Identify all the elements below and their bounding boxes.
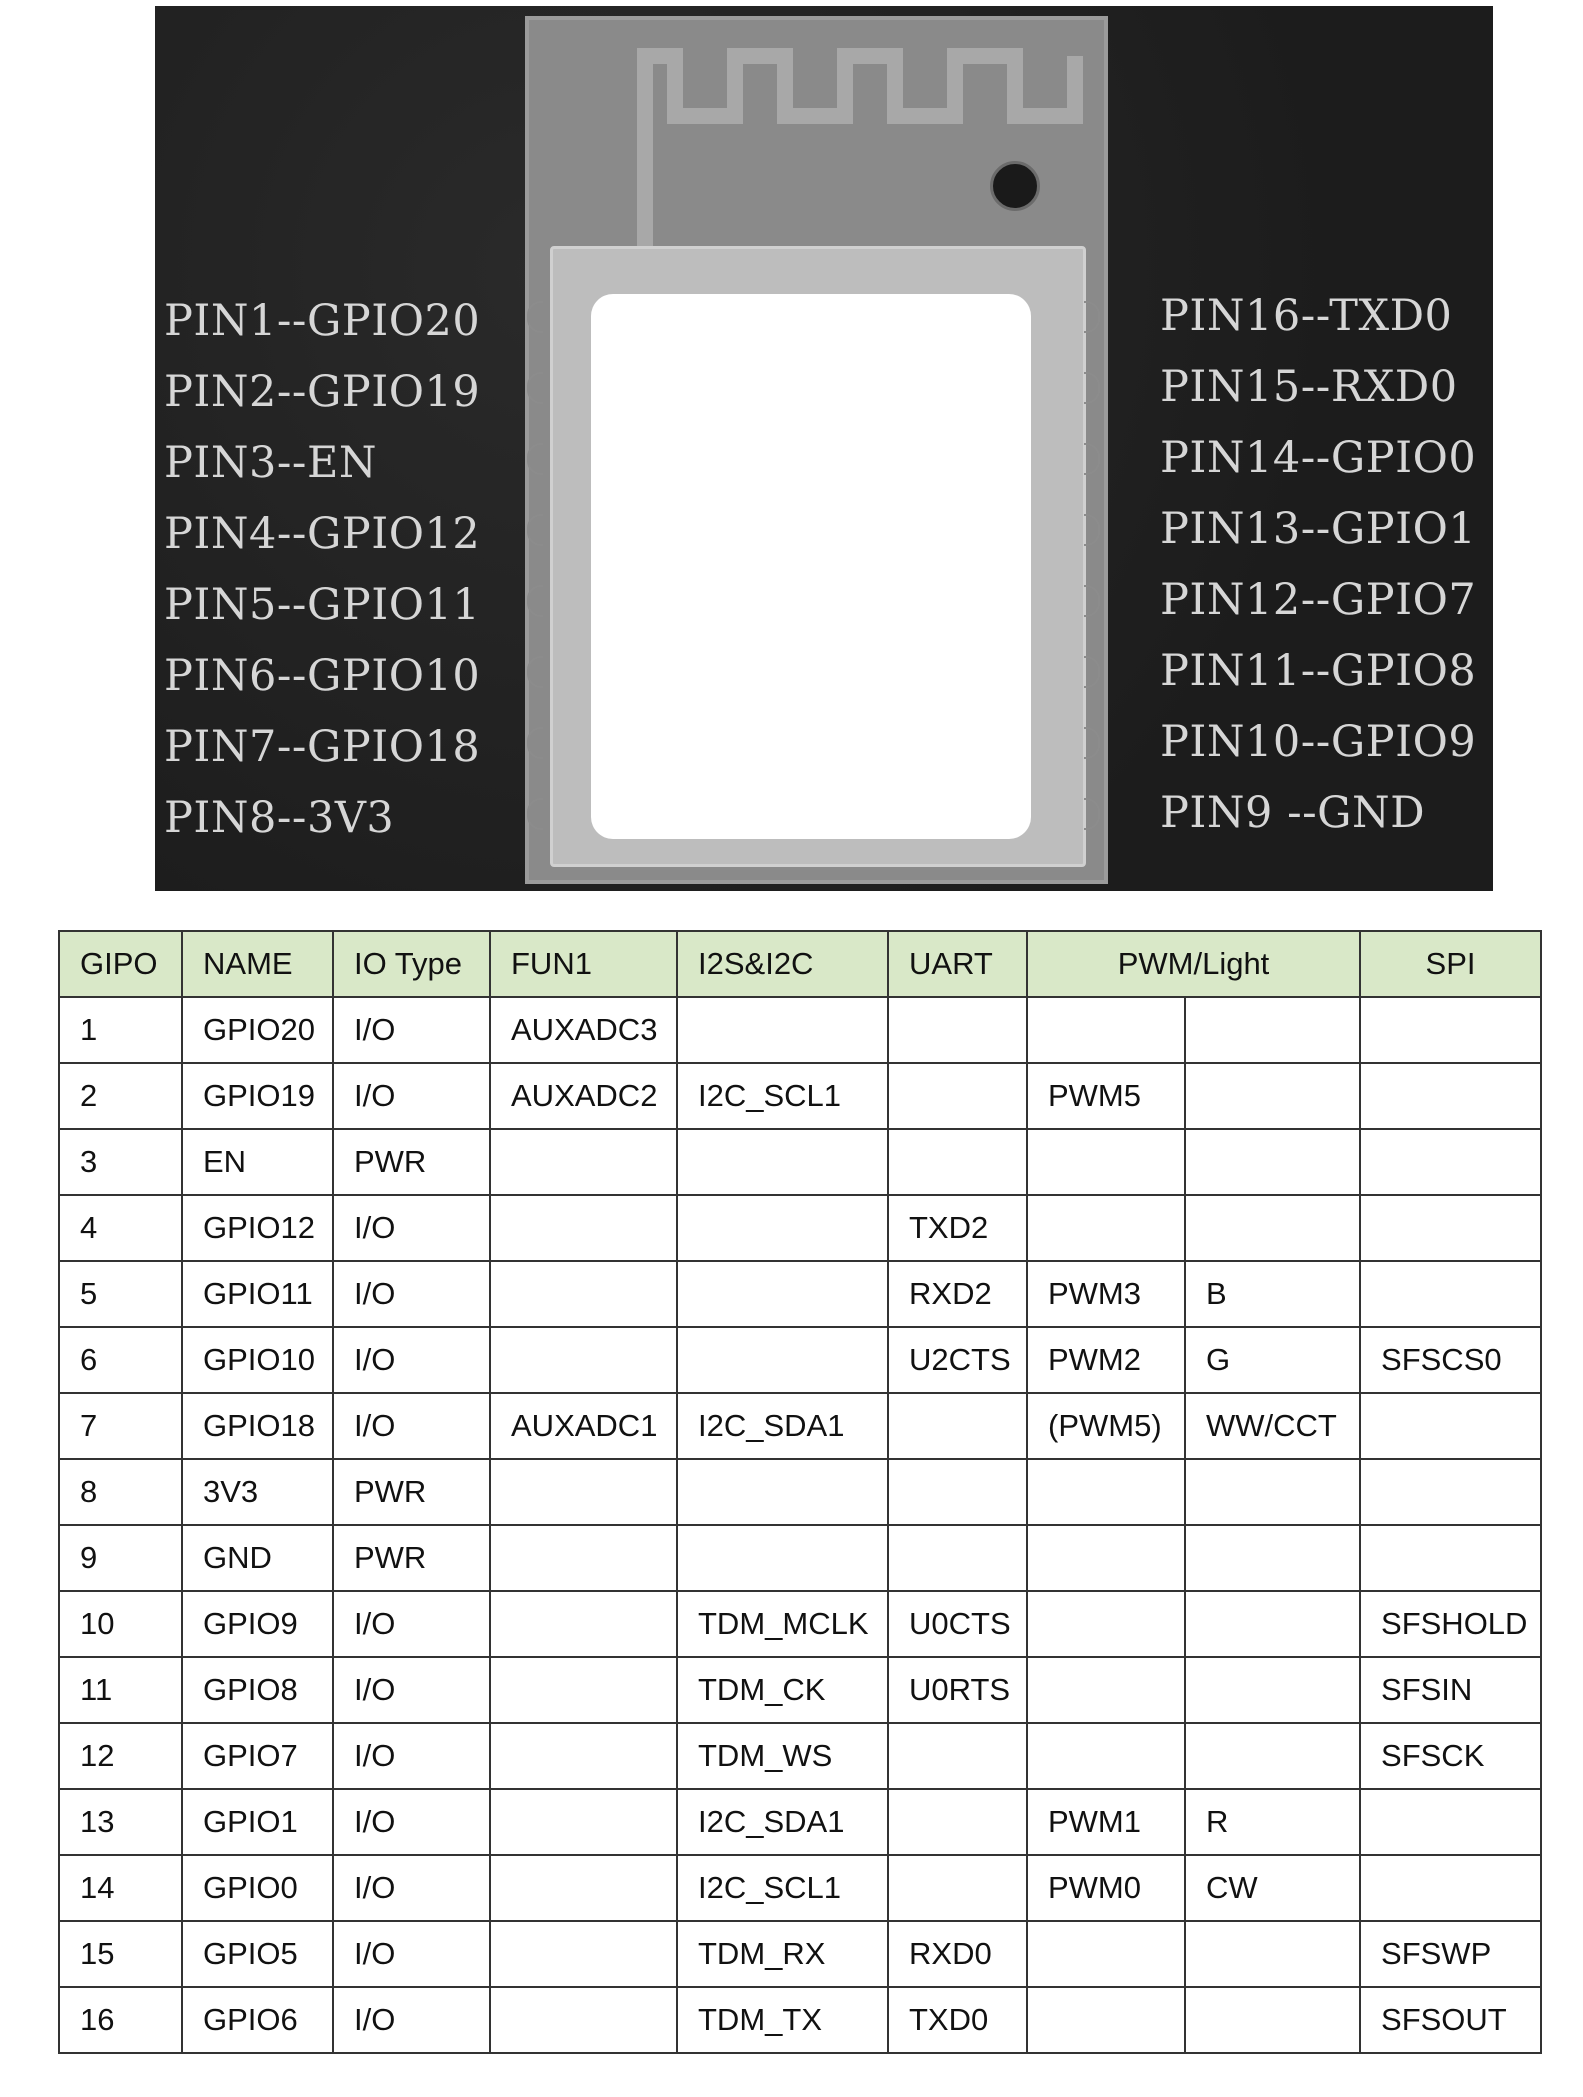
table-cell [490, 1195, 677, 1261]
table-cell: SFSCK [1360, 1723, 1541, 1789]
table-cell: GPIO10 [182, 1327, 333, 1393]
table-cell [888, 1129, 1027, 1195]
table-cell: GPIO9 [182, 1591, 333, 1657]
table-cell: AUXADC1 [490, 1393, 677, 1459]
table-row [59, 1987, 1541, 2053]
table-cell: U0RTS [888, 1657, 1027, 1723]
table-cell [888, 1789, 1027, 1855]
table-cell [490, 1327, 677, 1393]
table-cell: 1 [59, 997, 182, 1063]
table-cell: I/O [333, 1063, 490, 1129]
pin-label-left: PIN2--GPIO19 [164, 367, 481, 417]
table-cell [677, 1195, 888, 1261]
table-cell: TDM_WS [677, 1723, 888, 1789]
table-row [59, 1195, 1541, 1261]
column-header: GIPO [59, 931, 182, 997]
table-cell [490, 1921, 677, 1987]
table-cell: GND [182, 1525, 333, 1591]
table-cell [1027, 1723, 1185, 1789]
table-cell: 16 [59, 1987, 182, 2053]
mounting-hole [990, 161, 1040, 211]
table-cell [888, 1855, 1027, 1921]
table-row [59, 1459, 1541, 1525]
table-cell: R [1185, 1789, 1360, 1855]
pin-label-left: PIN6--GPIO10 [164, 651, 481, 701]
rf-shield-can [550, 246, 1086, 867]
table-cell [1027, 1657, 1185, 1723]
table-cell: I/O [333, 1723, 490, 1789]
table-row [59, 1525, 1541, 1591]
table-cell: PWM1 [1027, 1789, 1185, 1855]
table-cell: GPIO19 [182, 1063, 333, 1129]
table-cell [1360, 997, 1541, 1063]
table-cell [490, 1261, 677, 1327]
table-cell: 9 [59, 1525, 182, 1591]
table-cell [1027, 1129, 1185, 1195]
table-cell [888, 1063, 1027, 1129]
table-cell: I/O [333, 1657, 490, 1723]
table-cell: 3V3 [182, 1459, 333, 1525]
table-cell: I/O [333, 1855, 490, 1921]
pin-label-right: PIN13--GPIO1 [1160, 504, 1477, 554]
table-cell: 5 [59, 1261, 182, 1327]
table-cell [1027, 1987, 1185, 2053]
table-cell: PWR [333, 1129, 490, 1195]
table-cell [1360, 1063, 1541, 1129]
table-cell [1185, 997, 1360, 1063]
table-cell [490, 1855, 677, 1921]
table-cell: AUXADC3 [490, 997, 677, 1063]
table-cell [677, 1525, 888, 1591]
table-cell: RXD2 [888, 1261, 1027, 1327]
table-cell [1360, 1525, 1541, 1591]
pin-label-right: PIN16--TXD0 [1160, 291, 1453, 341]
table-cell [1185, 1921, 1360, 1987]
pin-label-right: PIN14--GPIO0 [1160, 433, 1477, 483]
table-cell [1185, 1459, 1360, 1525]
pin-label-right: PIN12--GPIO7 [1160, 575, 1477, 625]
table-cell: PWM2 [1027, 1327, 1185, 1393]
pin-function-table [58, 930, 1540, 2054]
table-cell: GPIO20 [182, 997, 333, 1063]
table-cell: I/O [333, 997, 490, 1063]
table-cell [490, 1657, 677, 1723]
table-cell [1185, 1063, 1360, 1129]
column-header: SPI [1360, 931, 1541, 997]
table-cell: TXD2 [888, 1195, 1027, 1261]
column-header: NAME [182, 931, 333, 997]
table-cell [888, 1393, 1027, 1459]
table-cell [677, 1129, 888, 1195]
table-cell [1185, 1723, 1360, 1789]
column-header: UART [888, 931, 1027, 997]
table-cell [1360, 1459, 1541, 1525]
pin-label-right: PIN10--GPIO9 [1160, 717, 1477, 767]
table-cell [1185, 1525, 1360, 1591]
table-cell: GPIO18 [182, 1393, 333, 1459]
table-row [59, 1591, 1541, 1657]
table-cell: GPIO7 [182, 1723, 333, 1789]
table-cell: GPIO12 [182, 1195, 333, 1261]
table-cell: RXD0 [888, 1921, 1027, 1987]
table-cell [490, 1129, 677, 1195]
table-cell: TDM_TX [677, 1987, 888, 2053]
table-cell: PWM3 [1027, 1261, 1185, 1327]
table-cell [1185, 1129, 1360, 1195]
table-cell [1185, 1657, 1360, 1723]
table-cell: I/O [333, 1987, 490, 2053]
table-cell [677, 1261, 888, 1327]
table-cell [1027, 1591, 1185, 1657]
table-cell: I2C_SCL1 [677, 1855, 888, 1921]
table-cell: TDM_CK [677, 1657, 888, 1723]
table-header-row [59, 931, 1541, 997]
table-cell: SFSWP [1360, 1921, 1541, 1987]
table-cell: GPIO5 [182, 1921, 333, 1987]
table-cell: GPIO6 [182, 1987, 333, 2053]
shield-label-area [591, 294, 1031, 839]
table-cell: 15 [59, 1921, 182, 1987]
table-cell: SFSCS0 [1360, 1327, 1541, 1393]
table-cell: 8 [59, 1459, 182, 1525]
table-cell: I2C_SDA1 [677, 1789, 888, 1855]
pin-label-right: PIN15--RXD0 [1160, 362, 1458, 412]
table-cell: U0CTS [888, 1591, 1027, 1657]
pin-label-right: PIN11--GPIO8 [1160, 646, 1477, 696]
pin-label-left: PIN7--GPIO18 [164, 722, 481, 772]
table-cell: PWM5 [1027, 1063, 1185, 1129]
table-row [59, 1129, 1541, 1195]
table-cell: (PWM5) [1027, 1393, 1185, 1459]
table-cell: 6 [59, 1327, 182, 1393]
table-cell [1360, 1855, 1541, 1921]
table-cell [1360, 1195, 1541, 1261]
table-cell: SFSOUT [1360, 1987, 1541, 2053]
table-cell: 4 [59, 1195, 182, 1261]
table-row [59, 1657, 1541, 1723]
table-cell [677, 1327, 888, 1393]
column-header: PWM/Light [1027, 931, 1360, 997]
column-header: FUN1 [490, 931, 677, 997]
table-cell: I/O [333, 1789, 490, 1855]
pin-label-left: PIN1--GPIO20 [164, 296, 481, 346]
table-row [59, 1261, 1541, 1327]
table-cell [1360, 1129, 1541, 1195]
pin-label-left: PIN5--GPIO11 [164, 580, 481, 630]
table-cell: I/O [333, 1591, 490, 1657]
table-cell: TXD0 [888, 1987, 1027, 2053]
table-cell [1185, 1591, 1360, 1657]
table-row [59, 1723, 1541, 1789]
table-cell: G [1185, 1327, 1360, 1393]
table-cell: 3 [59, 1129, 182, 1195]
table-cell [490, 1459, 677, 1525]
table-cell [888, 1525, 1027, 1591]
table-cell [888, 1723, 1027, 1789]
table-cell: I2C_SCL1 [677, 1063, 888, 1129]
table-cell [490, 1987, 677, 2053]
table-row [59, 1393, 1541, 1459]
table-cell [677, 1459, 888, 1525]
pin-label-left: PIN8--3V3 [164, 793, 395, 843]
table-cell: GPIO1 [182, 1789, 333, 1855]
table-cell [1360, 1261, 1541, 1327]
table-cell: GPIO8 [182, 1657, 333, 1723]
table-cell: CW [1185, 1855, 1360, 1921]
table-cell [490, 1723, 677, 1789]
table-cell: WW/CCT [1185, 1393, 1360, 1459]
table-row [59, 1063, 1541, 1129]
table-cell: 2 [59, 1063, 182, 1129]
table-cell: EN [182, 1129, 333, 1195]
table-cell: B [1185, 1261, 1360, 1327]
table-cell: PWR [333, 1459, 490, 1525]
table-cell: PWR [333, 1525, 490, 1591]
table-cell: I/O [333, 1195, 490, 1261]
table-cell: I/O [333, 1261, 490, 1327]
table-cell: PWM0 [1027, 1855, 1185, 1921]
table-cell: TDM_RX [677, 1921, 888, 1987]
table-cell: AUXADC2 [490, 1063, 677, 1129]
pin-label-left: PIN4--GPIO12 [164, 509, 481, 559]
module-photo [155, 6, 1493, 891]
table-row [59, 1921, 1541, 1987]
table-cell [1185, 1987, 1360, 2053]
table-cell: 7 [59, 1393, 182, 1459]
table-cell [1027, 1921, 1185, 1987]
table-cell: 12 [59, 1723, 182, 1789]
pin-label-right: PIN9 --GND [1160, 788, 1426, 838]
table-cell: SFSHOLD [1360, 1591, 1541, 1657]
table-row [59, 1789, 1541, 1855]
table-cell [1027, 1195, 1185, 1261]
table-row [59, 997, 1541, 1063]
table-cell: I/O [333, 1393, 490, 1459]
table-cell [1185, 1195, 1360, 1261]
table-cell [888, 997, 1027, 1063]
table-cell [1027, 997, 1185, 1063]
table-cell [490, 1789, 677, 1855]
table-cell [490, 1591, 677, 1657]
table-cell [1027, 1459, 1185, 1525]
table-row [59, 1327, 1541, 1393]
table-cell [1360, 1393, 1541, 1459]
table-cell: 10 [59, 1591, 182, 1657]
table-cell: TDM_MCLK [677, 1591, 888, 1657]
table-cell: SFSIN [1360, 1657, 1541, 1723]
table-cell [1360, 1789, 1541, 1855]
table-cell: 14 [59, 1855, 182, 1921]
table-cell: I/O [333, 1921, 490, 1987]
column-header: I2S&I2C [677, 931, 888, 997]
table-cell [677, 997, 888, 1063]
table-row [59, 1855, 1541, 1921]
pin-label-left: PIN3--EN [164, 438, 377, 488]
table-cell: I2C_SDA1 [677, 1393, 888, 1459]
table-cell: GPIO0 [182, 1855, 333, 1921]
column-header: IO Type [333, 931, 490, 997]
pcb-antenna-trace [545, 26, 1085, 256]
table-cell: U2CTS [888, 1327, 1027, 1393]
table-body [59, 997, 1541, 2053]
table-cell [490, 1525, 677, 1591]
table-cell [888, 1459, 1027, 1525]
table-cell: I/O [333, 1327, 490, 1393]
table-cell: 13 [59, 1789, 182, 1855]
table-cell: 11 [59, 1657, 182, 1723]
table-cell: GPIO11 [182, 1261, 333, 1327]
table-cell [1027, 1525, 1185, 1591]
